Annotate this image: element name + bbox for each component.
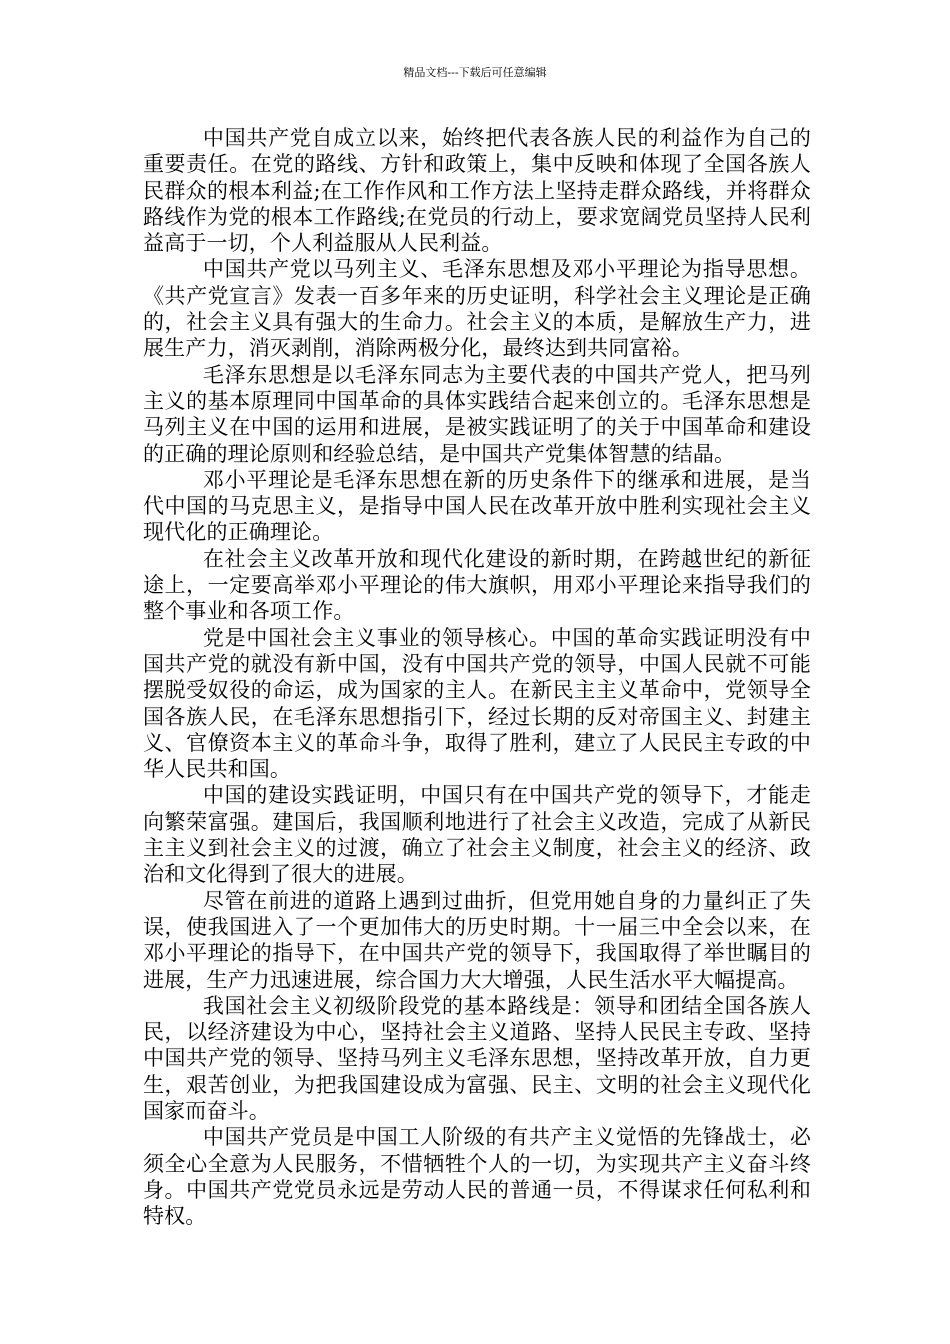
paragraph: 尽管在前进的道路上遇到过曲折，但党用她自身的力量纠正了失误，使我国进入了一个更加伟大的历史时期。十一届三中全会以来，在邓小平理论的指导下，在中国共产党的领导下，我国取得了举世瞩目的进展，生产力迅速进展，综合国力大大增强，人民生活水平大幅提高。 (143, 888, 811, 992)
paragraph: 中国共产党员是中国工人阶级的有共产主义觉悟的先锋战士，必须全心全意为人民服务，不惜牺牲个人的一切，为实现共产主义奋斗终身。中国共产党党员永远是劳动人民的普通一员，不得谋求任何私利和特权。 (143, 1125, 811, 1229)
document-body (143, 125, 811, 1229)
paragraph: 在社会主义改革开放和现代化建设的新时期，在跨越世纪的新征途上，一定要高举邓小平理论的伟大旗帜，用邓小平理论来指导我们的整个事业和各项工作。 (143, 546, 811, 624)
page-header: 精品文档---下载后可任意编辑 (403, 66, 547, 79)
paragraph: 毛泽东思想是以毛泽东同志为主要代表的中国共产党人，把马列主义的基本原理同中国革命的具体实践结合起来创立的。毛泽东思想是马列主义在中国的运用和进展，是被实践证明了的关于中国革命和建设的正确的理论原则和经验总结，是中国共产党集体智慧的结晶。 (143, 362, 811, 466)
paragraph: 邓小平理论是毛泽东思想在新的历史条件下的继承和进展，是当代中国的马克思主义，是指导中国人民在改革开放中胜利实现社会主义现代化的正确理论。 (143, 467, 811, 545)
paragraph: 中国共产党以马列主义、毛泽东思想及邓小平理论为指导思想。《共产党宣言》发表一百多年来的历史证明，科学社会主义理论是正确的，社会主义具有强大的生命力。社会主义的本质，是解放生产力，进展生产力，消灭剥削，消除两极分化，最终达到共同富裕。 (143, 257, 811, 361)
paragraph: 党是中国社会主义事业的领导核心。中国的革命实践证明没有中国共产党的就没有新中国，没有中国共产党的领导，中国人民就不可能摆脱受奴役的命运，成为国家的主人。在新民主主义革命中，党领导全国各族人民，在毛泽东思想指引下，经过长期的反对帝国主义、封建主义、官僚资本主义的革命斗争，取得了胜利，建立了人民民主专政的中华人民共和国。 (143, 625, 811, 782)
paragraph: 中国的建设实践证明，中国只有在中国共产党的领导下，才能走向繁荣富强。建国后，我国顺利地进行了社会主义改造，完成了从新民主主义到社会主义的过渡，确立了社会主义制度，社会主义的经济、政治和文化得到了很大的进展。 (143, 783, 811, 887)
paragraph: 我国社会主义初级阶段党的基本路线是：领导和团结全国各族人民，以经济建设为中心，坚持社会主义道路、坚持人民民主专政、坚持中国共产党的领导、坚持马列主义毛泽东思想，坚持改革开放，自力更生，艰苦创业，为把我国建设成为富强、民主、文明的社会主义现代化国家而奋斗。 (143, 993, 811, 1123)
paragraph: 中国共产党自成立以来，始终把代表各族人民的利益作为自己的重要责任。在党的路线、方针和政策上，集中反映和体现了全国各族人民群众的根本利益;在工作作风和工作方法上坚持走群众路线，并将群众路线作为党的根本工作路线;在党员的行动上，要求宽阔党员坚持人民利益高于一切，个人利益服从人民利益。 (143, 126, 811, 256)
